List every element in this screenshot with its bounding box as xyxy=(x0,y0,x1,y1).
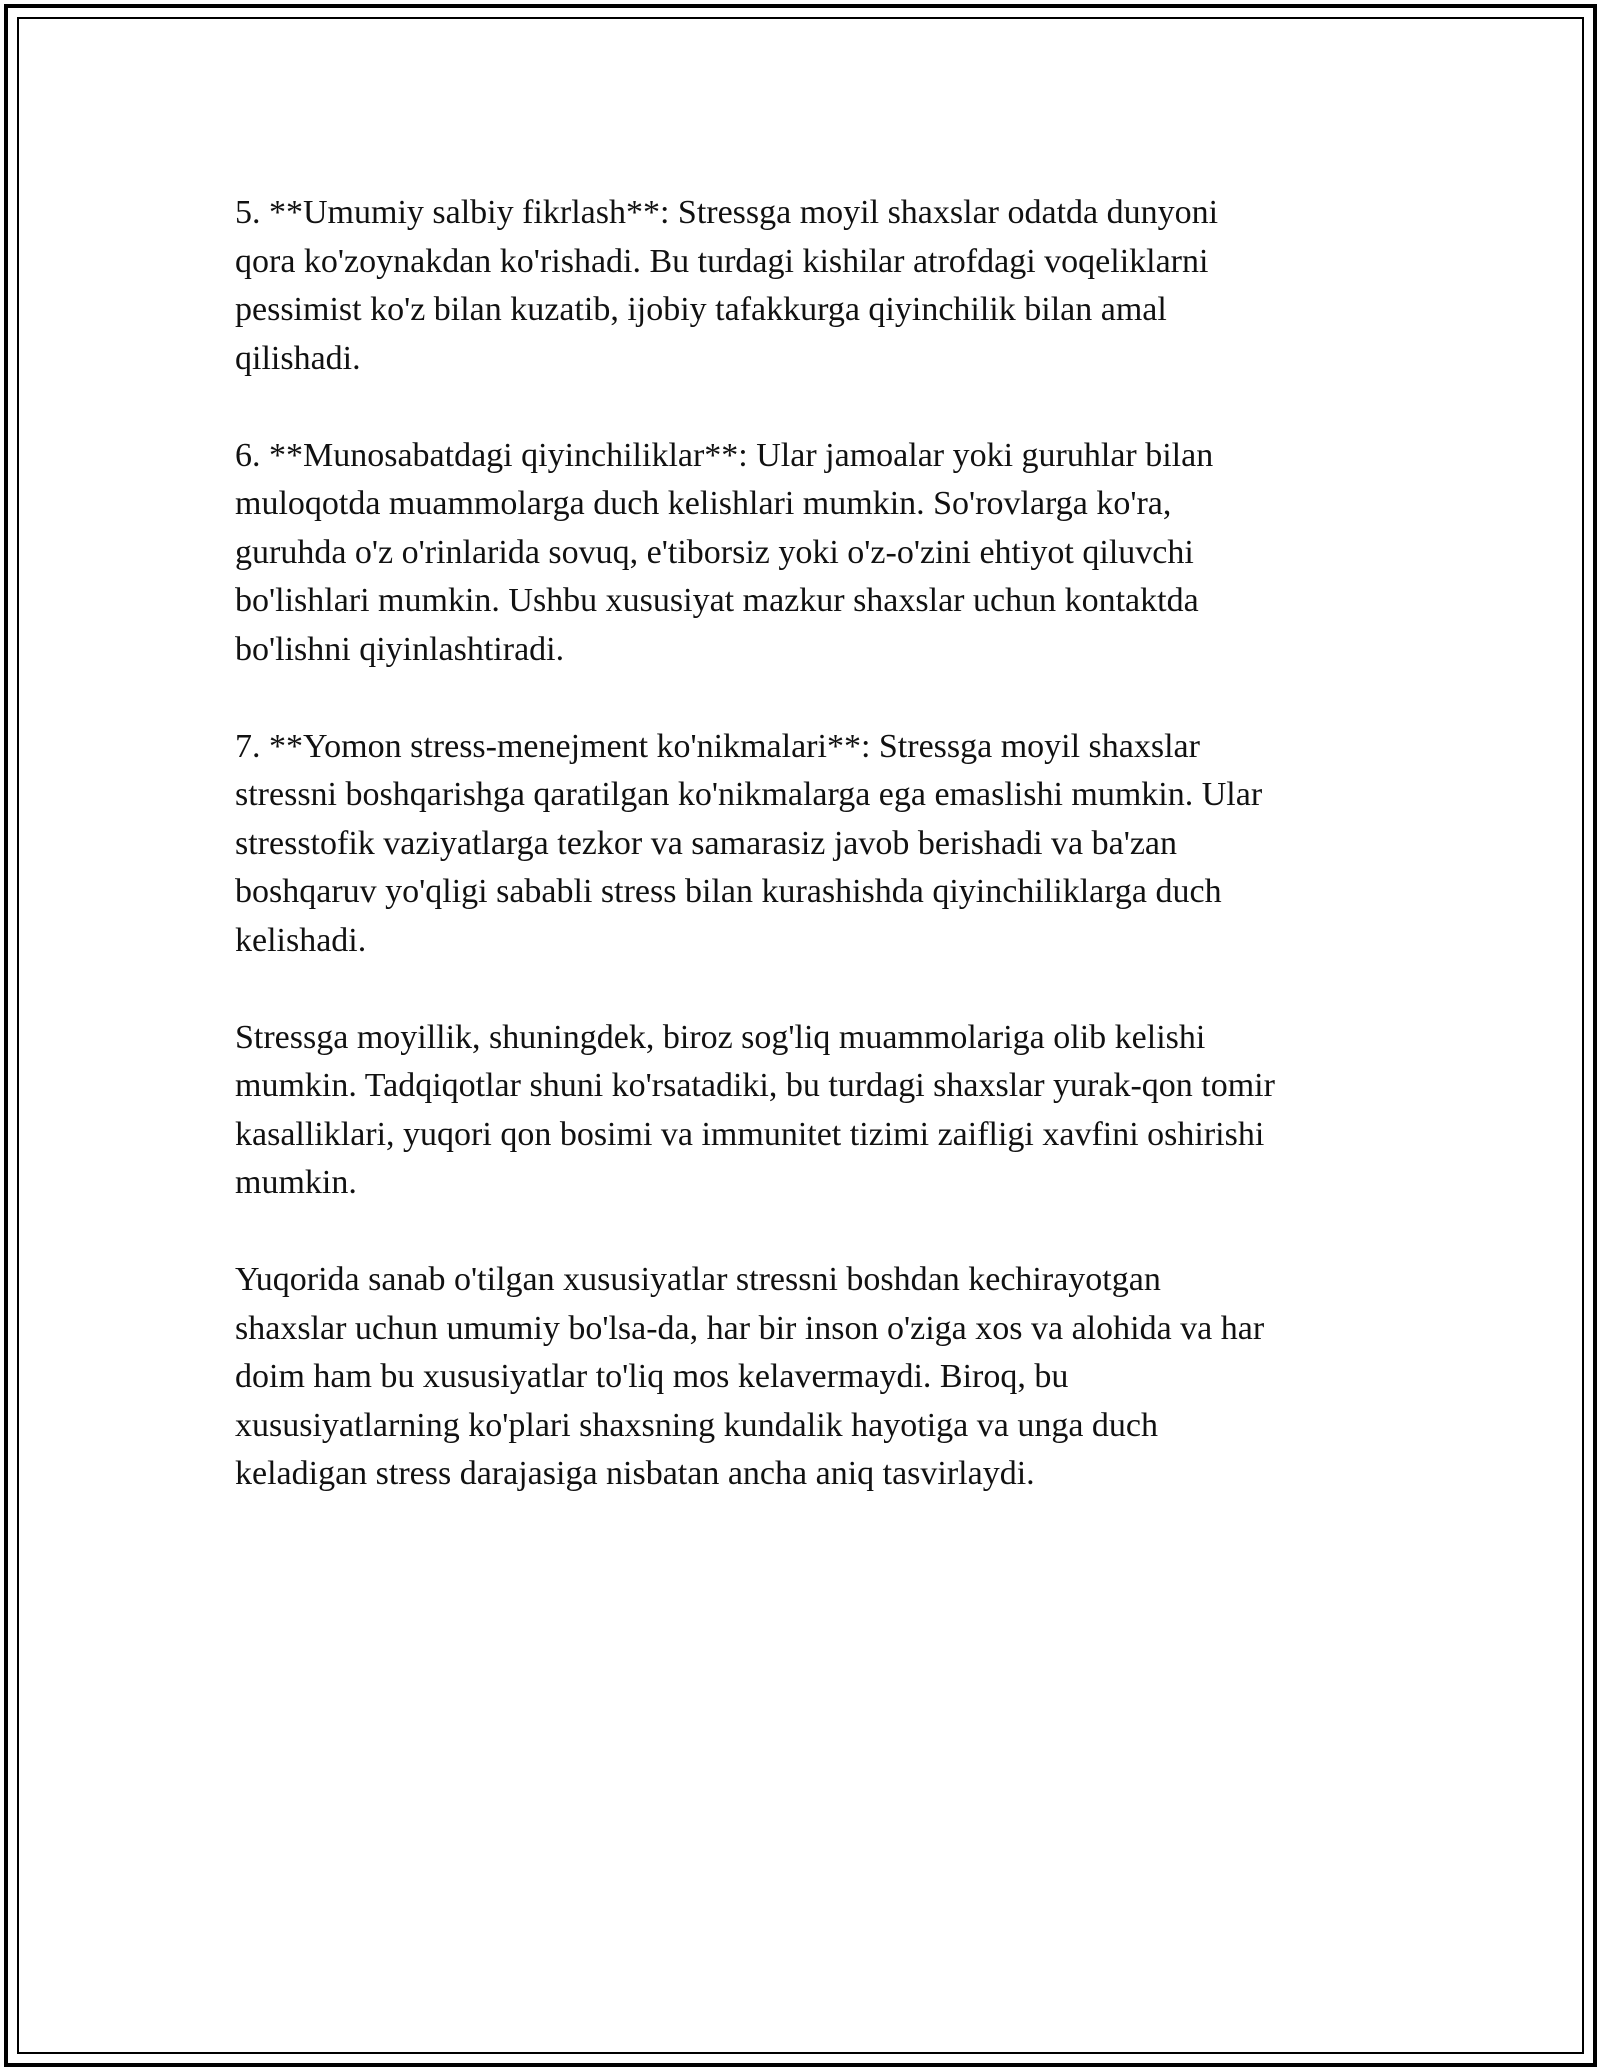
text-line: qilishadi. xyxy=(235,339,361,377)
text-line: boshqaruv yo'qligi sababli stress bilan kurashishda qiyinchiliklarga duch xyxy=(235,873,1222,910)
text-line: xususiyatlarning ko'plari shaxsning kundalik hayotiga va unga duch xyxy=(235,1406,1159,1444)
text-line: Stressga moyillik, shuningdek, biroz sog'liq muammolariga olib kelishi xyxy=(235,1018,1206,1056)
text-line: keladigan stress darajasiga nisbatan ancha aniq tasvirlaydi. xyxy=(235,1455,1035,1492)
text-line: guruhda o'z o'rinlarida sovuq, e'tiborsiz yoki o'z-o'zini ehtiyot qiluvchi xyxy=(235,533,1194,571)
text-line: mumkin. xyxy=(235,1164,357,1201)
text-line: muloqotda muammolarga duch kelishlari mumkin. So'rovlarga ko'ra, xyxy=(235,485,1172,522)
document-body xyxy=(235,189,1395,1547)
text-line: 5. **Umumiy salbiy fikrlash**: Stressga moyil shaxslar odatda dunyoni xyxy=(235,194,1219,231)
text-line: kelishadi. xyxy=(235,921,367,959)
text-line: qora ko'zoynakdan ko'rishadi. Bu turdagi kishilar atrofdagi voqeliklarni xyxy=(235,242,1209,280)
text-line: doim ham bu xususiyatlar to'liq mos kelavermaydi. Biroq, bu xyxy=(235,1358,1069,1395)
paragraph-item-6 xyxy=(235,432,1395,675)
text-line: pessimist ko'z bilan kuzatib, ijobiy tafakkurga qiyinchilik bilan amal xyxy=(235,291,1167,328)
paragraph-conclusion xyxy=(235,1256,1395,1499)
paragraph-health xyxy=(235,1014,1395,1208)
text-line: 6. **Munosabatdagi qiyinchiliklar**: Ular jamoalar yoki guruhlar bilan xyxy=(235,436,1214,474)
text-line: Yuqorida sanab o'tilgan xususiyatlar stressni boshdan kechirayotgan xyxy=(235,1261,1161,1298)
text-line: bo'lishlari mumkin. Ushbu xususiyat mazkur shaxslar uchun kontaktda xyxy=(235,582,1199,619)
text-line: mumkin. Tadqiqotlar shuni ko'rsatadiki, bu turdagi shaxslar yurak-qon tomir xyxy=(235,1067,1275,1104)
paragraph-item-5 xyxy=(235,189,1395,383)
text-line: stresstofik vaziyatlarga tezkor va samarasiz javob berishadi va ba'zan xyxy=(235,824,1178,862)
text-line: stressni boshqarishga qaratilgan ko'nikmalarga ega emaslishi mumkin. Ular xyxy=(235,776,1263,813)
text-line: bo'lishni qiyinlashtiradi. xyxy=(235,630,565,668)
text-line: shaxslar uchun umumiy bo'lsa-da, har bir inson o'ziga xos va alohida va har xyxy=(235,1309,1265,1347)
text-line: kasalliklari, yuqori qon bosimi va immunitet tizimi zaifligi xavfini oshirishi xyxy=(235,1115,1265,1153)
paragraph-item-7 xyxy=(235,723,1395,966)
text-line: 7. **Yomon stress-menejment ko'nikmalari**: Stressga moyil shaxslar xyxy=(235,727,1200,765)
